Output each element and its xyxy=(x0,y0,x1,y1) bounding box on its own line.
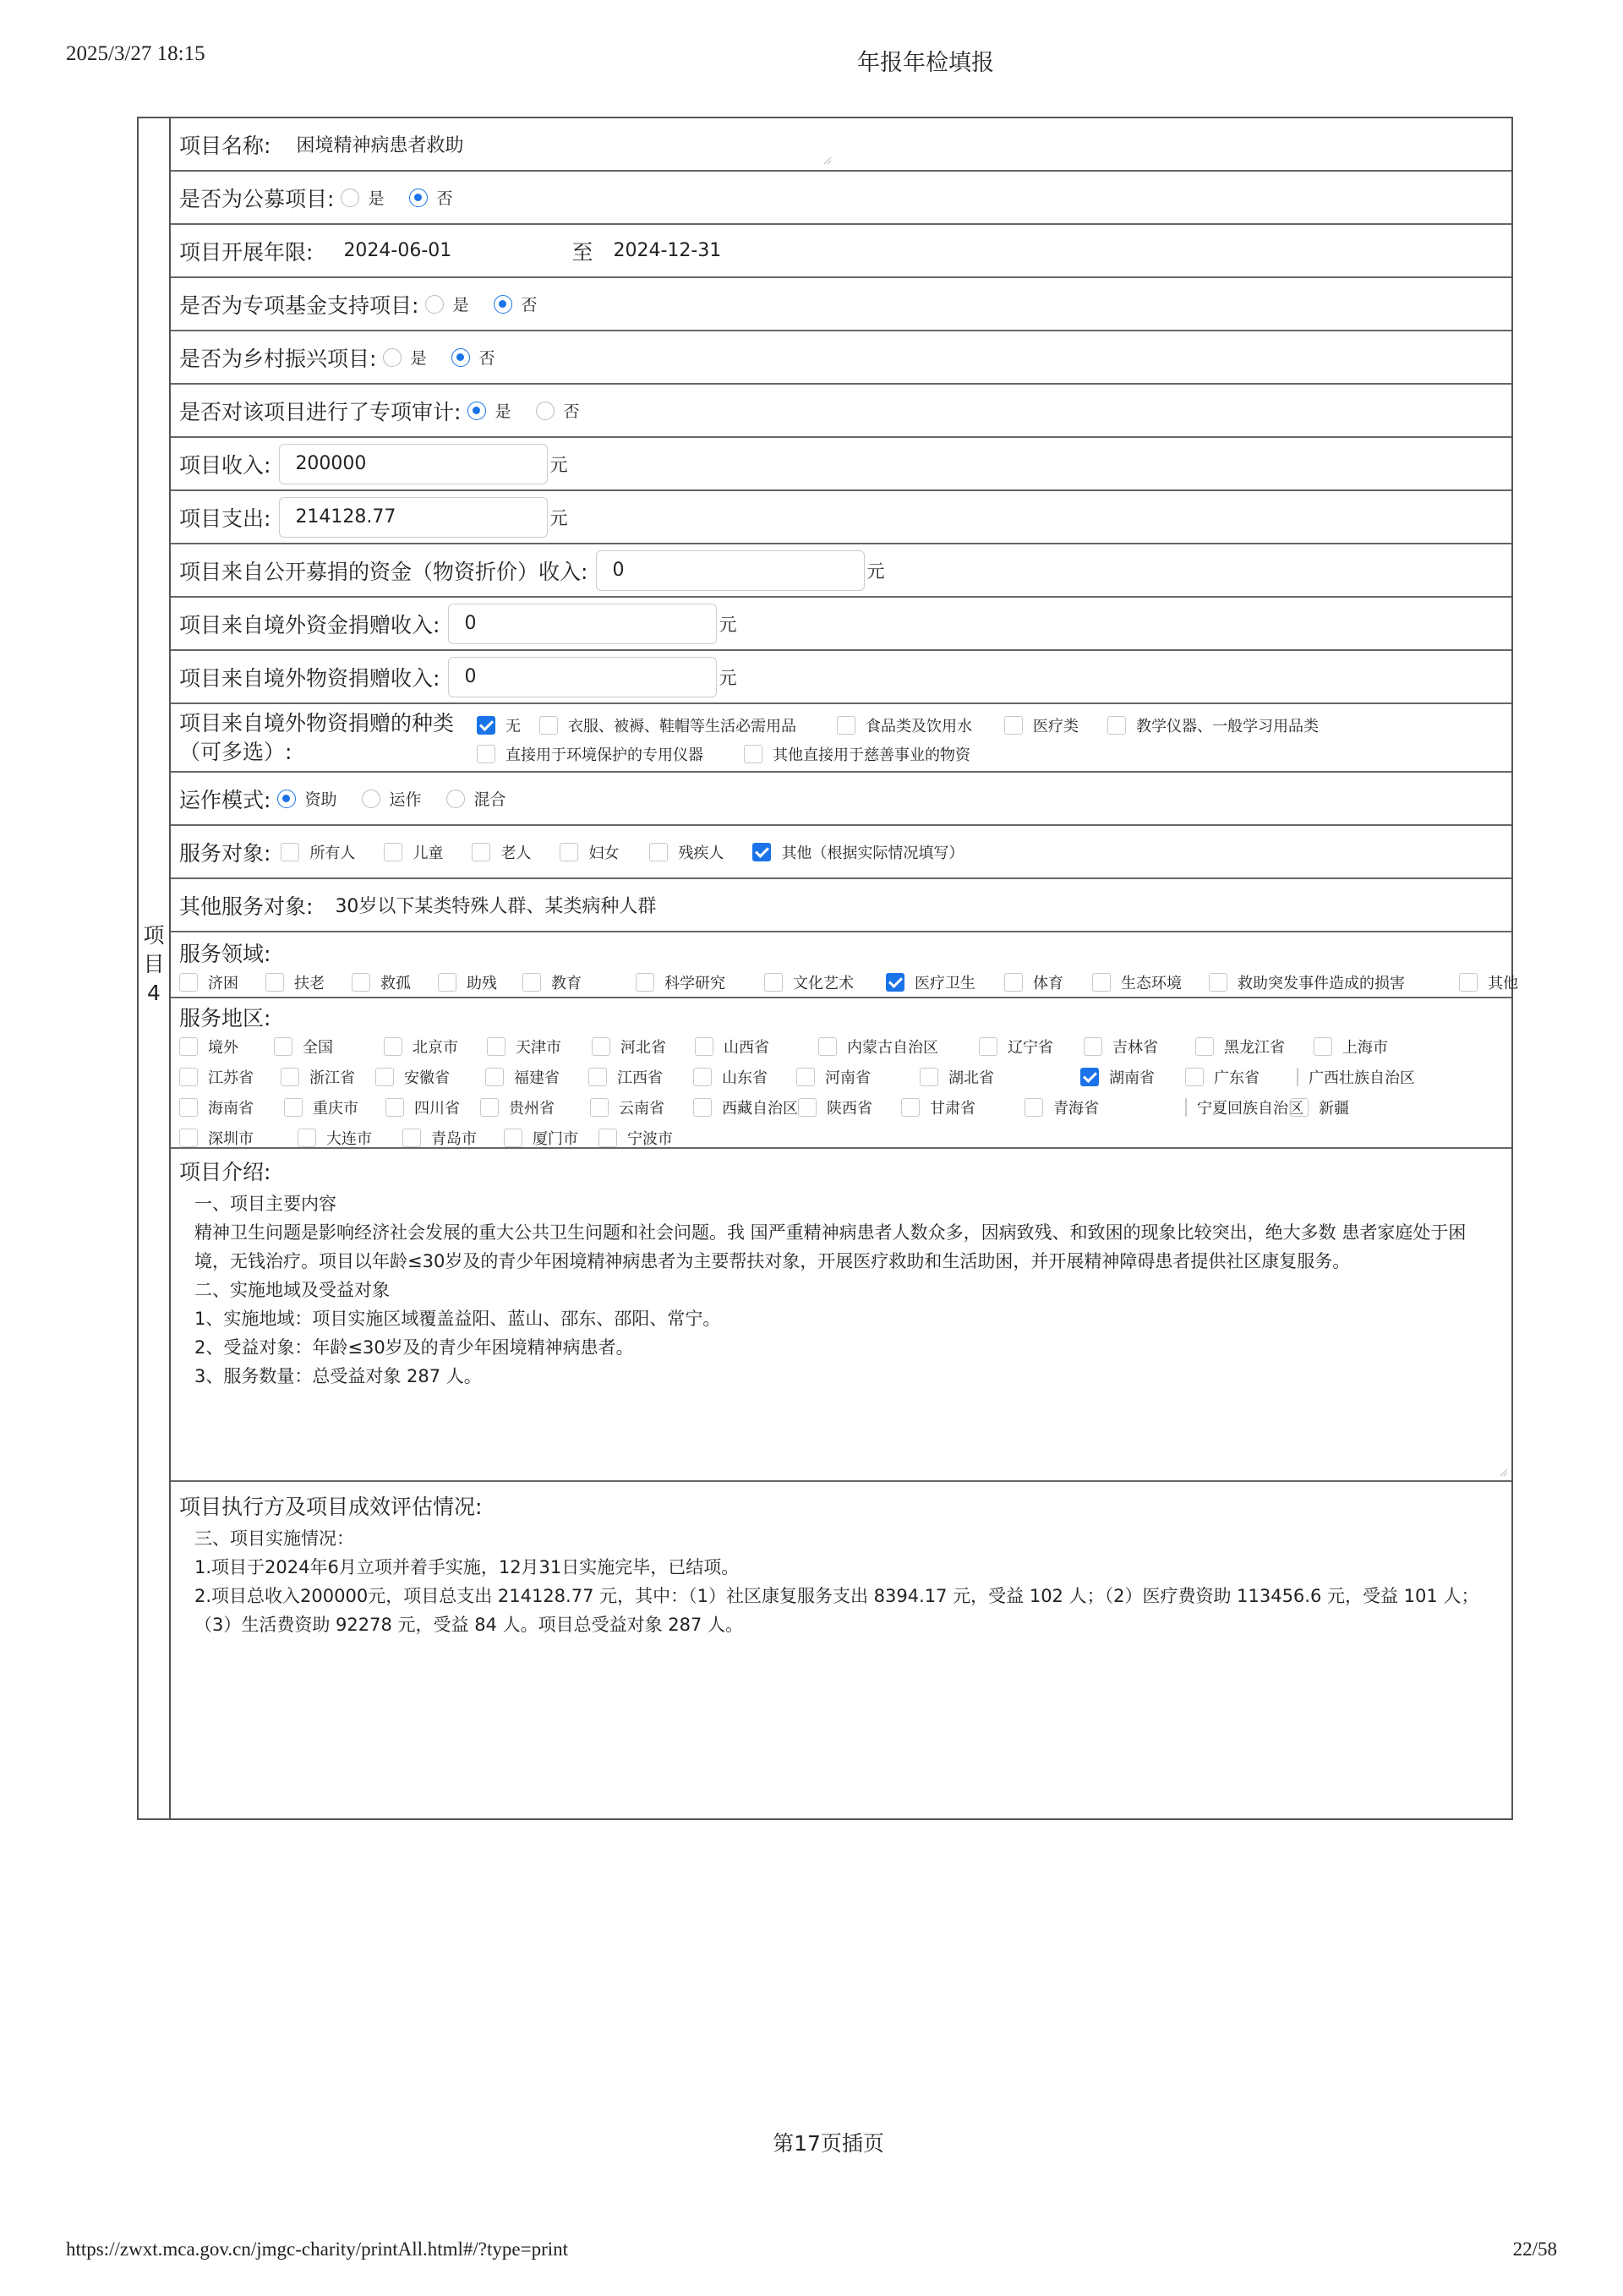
goods-type-environment-checkbox[interactable] xyxy=(477,745,495,763)
service-field-option[interactable] xyxy=(265,971,352,993)
service-field-label: 扶老 xyxy=(294,975,325,992)
goods-type-environment[interactable]: 直接用于环境保护的专用仪器 xyxy=(477,743,744,765)
intro-label: 项目介绍: xyxy=(179,1160,271,1184)
service-region-label: 广西壮族自治区 xyxy=(1309,1069,1415,1087)
service-region-checkbox[interactable] xyxy=(1297,1068,1298,1086)
service-region-checkbox[interactable] xyxy=(485,1068,504,1086)
service-region-checkbox[interactable] xyxy=(1195,1037,1214,1056)
service-region-label: 青岛市 xyxy=(431,1130,477,1148)
target-other[interactable]: 其他（根据实际情况填写） xyxy=(752,841,964,863)
special-fund-label: 是否为专项基金支持项目: xyxy=(179,292,419,318)
service-region-option[interactable] xyxy=(798,1096,901,1118)
service-region-checkbox[interactable] xyxy=(1185,1098,1187,1117)
service-field-option[interactable] xyxy=(1459,971,1527,993)
target-children[interactable]: 儿童 xyxy=(384,841,472,863)
service-region-option[interactable] xyxy=(298,1127,402,1149)
service-region-label: 黑龙江省 xyxy=(1224,1039,1285,1057)
expense-input[interactable]: 214128.77 xyxy=(279,497,548,538)
mode-operate-radio[interactable] xyxy=(362,790,380,808)
income-unit: 元 xyxy=(549,454,568,475)
service-region-label: 山东省 xyxy=(722,1069,768,1087)
service-region-label: 深圳市 xyxy=(208,1130,254,1148)
service-region-label: 贵州省 xyxy=(509,1100,555,1118)
service-region-checkbox[interactable] xyxy=(487,1037,505,1056)
service-region-option[interactable] xyxy=(402,1127,504,1149)
service-region-checkbox[interactable] xyxy=(590,1098,609,1117)
service-field-label: 助残 xyxy=(467,975,497,992)
evaluation-label: 项目执行方及项目成效评估情况: xyxy=(179,1495,483,1519)
service-region-label: 天津市 xyxy=(516,1039,561,1057)
service-region-checkbox[interactable] xyxy=(592,1037,610,1056)
other-target-value[interactable]: 30岁以下某类特殊人群、某类病种人群 xyxy=(335,896,657,917)
period-label: 项目开展年限: xyxy=(179,239,314,265)
service-region-label: 西藏自治区 xyxy=(722,1100,798,1118)
expense-unit: 元 xyxy=(549,507,568,528)
service-region-label: 山西省 xyxy=(724,1039,769,1057)
audit-yes-radio[interactable] xyxy=(467,402,486,420)
audit-no-label: 否 xyxy=(563,402,580,421)
project-name-label: 项目名称: xyxy=(179,133,271,158)
service-target-label: 服务对象: xyxy=(179,840,271,866)
service-region-label: 服务地区: xyxy=(179,1006,271,1030)
service-region-option[interactable] xyxy=(281,1066,375,1088)
intro-line: 一、项目主要内容 xyxy=(194,1194,336,1214)
service-region-option[interactable] xyxy=(590,1096,693,1118)
target-other-checkbox[interactable] xyxy=(752,843,771,861)
project-form-content xyxy=(171,118,1518,1817)
service-field-label: 生态环境 xyxy=(1121,975,1182,992)
service-region-checkbox[interactable] xyxy=(375,1068,394,1086)
service-region-label: 河南省 xyxy=(825,1069,871,1087)
service-region-label: 浙江省 xyxy=(309,1069,355,1087)
foreign-goods-label: 项目来自境外物资捐赠收入: xyxy=(179,665,440,691)
income-label: 项目收入: xyxy=(179,452,271,478)
row-goods-type xyxy=(171,704,1511,773)
service-region-checkbox[interactable] xyxy=(901,1098,920,1117)
foreign-goods-unit: 元 xyxy=(719,667,737,688)
service-field-checkbox[interactable] xyxy=(1092,973,1111,992)
target-disabled-checkbox[interactable] xyxy=(649,843,668,861)
goods-type-other-checkbox[interactable] xyxy=(744,745,762,763)
service-region-checkbox[interactable] xyxy=(274,1037,292,1056)
service-region-label: 宁夏回族自治区 xyxy=(1197,1100,1303,1118)
row-project-name xyxy=(171,118,1511,172)
service-region-checkbox[interactable] xyxy=(385,1098,404,1117)
goods-type-medical[interactable]: 医疗类 xyxy=(1004,714,1107,736)
resize-handle-icon[interactable] xyxy=(1500,1468,1508,1477)
service-region-checkbox[interactable] xyxy=(588,1068,607,1086)
rural-no-radio[interactable] xyxy=(451,348,470,367)
service-region-checkbox[interactable] xyxy=(384,1037,402,1056)
row-income xyxy=(171,438,1511,491)
service-field-label: 教育 xyxy=(551,975,582,992)
row-rural xyxy=(171,331,1511,385)
service-region-checkbox[interactable] xyxy=(504,1129,522,1147)
audit-yes-label: 是 xyxy=(495,402,511,421)
goods-type-medical-checkbox[interactable] xyxy=(1004,716,1023,735)
goods-type-food[interactable]: 食品类及饮用水 xyxy=(837,714,1004,736)
foreign-fund-unit: 元 xyxy=(719,614,737,635)
public-raise-input[interactable]: 0 xyxy=(596,550,865,591)
other-target-label: 其他服务对象: xyxy=(179,894,314,919)
print-title: 年报年检填报 xyxy=(857,50,994,75)
goods-type-food-checkbox[interactable] xyxy=(837,716,855,735)
special-fund-yes-label: 是 xyxy=(452,296,469,314)
row-foreign-fund xyxy=(171,598,1511,651)
public-project-label: 是否为公募项目: xyxy=(179,186,335,211)
intro-line: 3、服务数量：总受益对象 287 人。 xyxy=(194,1366,482,1386)
service-region-checkbox[interactable] xyxy=(480,1098,499,1117)
row-public-raise-income xyxy=(171,544,1511,598)
project-side-label: 项 目 4 xyxy=(143,923,165,1005)
row-audit xyxy=(171,385,1511,438)
row-service-field xyxy=(171,932,1518,998)
service-field-label: 体育 xyxy=(1033,975,1063,992)
project-form-frame xyxy=(137,117,1518,1820)
service-region-option[interactable] xyxy=(901,1096,1025,1118)
audit-label: 是否对该项目进行了专项审计: xyxy=(179,399,462,424)
service-region-checkbox[interactable] xyxy=(1025,1098,1043,1117)
row-intro xyxy=(171,1149,1511,1482)
period-to-label: 至 xyxy=(571,239,593,265)
service-field-checkbox[interactable] xyxy=(636,973,654,992)
service-region-checkbox[interactable] xyxy=(796,1068,815,1086)
service-field-label: 其他 xyxy=(1488,975,1518,992)
target-children-checkbox[interactable] xyxy=(384,843,402,861)
service-region-label: 四川省 xyxy=(414,1100,460,1118)
service-region-option[interactable] xyxy=(385,1096,480,1118)
service-region-label: 厦门市 xyxy=(533,1130,578,1148)
service-region-checkbox[interactable] xyxy=(695,1037,713,1056)
goods-type-label-2: （可多选）: xyxy=(179,740,292,764)
target-all-checkbox[interactable] xyxy=(281,843,299,861)
public-raise-label: 项目来自公开募捐的资金（物资折价）收入: xyxy=(179,559,588,584)
service-region-options xyxy=(179,1036,1498,1149)
service-region-label: 江苏省 xyxy=(208,1069,254,1087)
service-region-option[interactable] xyxy=(693,1096,798,1118)
service-region-option[interactable] xyxy=(592,1036,695,1058)
period-start-value[interactable]: 2024-06-01 xyxy=(343,240,452,261)
income-input[interactable]: 200000 xyxy=(279,444,548,484)
service-region-label: 吉林省 xyxy=(1112,1039,1158,1057)
service-field-label: 医疗卫生 xyxy=(915,975,975,992)
expense-label: 项目支出: xyxy=(179,506,271,531)
service-region-checkbox[interactable] xyxy=(798,1098,817,1117)
service-field-options xyxy=(179,971,1527,993)
service-region-checkbox[interactable] xyxy=(1080,1068,1099,1086)
public-no-radio[interactable] xyxy=(409,189,428,207)
service-region-label: 湖北省 xyxy=(948,1069,994,1087)
mode-mixed-radio[interactable] xyxy=(446,790,465,808)
service-field-label: 救助突发事件造成的损害 xyxy=(1238,975,1405,992)
service-field-option[interactable] xyxy=(438,971,522,993)
service-region-option[interactable] xyxy=(1314,1036,1418,1058)
evaluation-line: 2.项目总收入200000元，项目总支出 214128.77 元，其中：（1）社区康复服务支出 8394.17 元，受益 102 人；（2）医疗费资助 113456.6 元，受益 101 人；（3）生活费资助 92278 元，受益 84 人。项目总受益对象 287 人。 xyxy=(194,1586,1479,1635)
row-foreign-goods xyxy=(171,651,1511,704)
service-field-checkbox[interactable] xyxy=(179,973,198,992)
service-region-option[interactable] xyxy=(693,1066,796,1088)
target-all[interactable]: 所有人 xyxy=(281,841,384,863)
service-region-option[interactable] xyxy=(796,1066,920,1088)
public-yes-label: 是 xyxy=(368,189,385,208)
service-field-option[interactable] xyxy=(522,971,636,993)
service-region-label: 重庆市 xyxy=(313,1100,358,1118)
service-region-option[interactable] xyxy=(818,1036,979,1058)
goods-type-clothing-checkbox[interactable] xyxy=(539,716,558,735)
service-field-checkbox[interactable] xyxy=(352,973,370,992)
public-raise-unit: 元 xyxy=(866,560,885,582)
service-field-label: 济困 xyxy=(208,975,238,992)
mode-mixed-label: 混合 xyxy=(473,790,506,809)
foreign-fund-input[interactable]: 0 xyxy=(448,604,717,644)
project-name-value[interactable]: 困境精神病患者救助 xyxy=(296,135,464,156)
service-region-option[interactable] xyxy=(1195,1036,1314,1058)
service-field-checkbox[interactable] xyxy=(438,973,456,992)
mode-operate-label: 运作 xyxy=(389,790,422,809)
rural-no-label: 否 xyxy=(478,349,495,368)
service-region-checkbox[interactable] xyxy=(818,1037,837,1056)
row-service-region xyxy=(171,998,1511,1149)
special-fund-no-label: 否 xyxy=(521,296,538,314)
service-field-option[interactable] xyxy=(636,971,764,993)
service-region-option[interactable] xyxy=(179,1127,298,1149)
audit-no-radio[interactable] xyxy=(536,402,555,420)
service-field-checkbox[interactable] xyxy=(1004,973,1023,992)
rural-yes-label: 是 xyxy=(410,349,427,368)
service-region-option[interactable] xyxy=(179,1066,281,1088)
evaluation-text[interactable] xyxy=(171,1524,1511,1639)
service-region-checkbox[interactable] xyxy=(693,1098,712,1117)
service-field-option[interactable] xyxy=(1209,971,1459,993)
service-region-label: 安徽省 xyxy=(404,1069,450,1087)
service-field-checkbox[interactable] xyxy=(1209,973,1227,992)
target-disabled[interactable]: 残疾人 xyxy=(649,841,752,863)
service-region-option[interactable] xyxy=(598,1127,708,1149)
service-field-checkbox[interactable] xyxy=(522,973,541,992)
goods-type-other[interactable]: 其他直接用于慈善事业的物资 xyxy=(744,743,970,765)
service-region-label: 上海市 xyxy=(1342,1039,1388,1057)
row-period xyxy=(171,225,1511,278)
service-field-option[interactable] xyxy=(352,971,438,993)
service-region-label: 甘肃省 xyxy=(930,1100,975,1118)
public-yes-radio[interactable] xyxy=(341,189,359,207)
goods-type-clothing[interactable]: 衣服、被褥、鞋帽等生活必需用品 xyxy=(539,714,837,736)
service-region-checkbox[interactable] xyxy=(179,1037,198,1056)
service-region-checkbox[interactable] xyxy=(1314,1037,1332,1056)
service-region-option[interactable] xyxy=(504,1127,598,1149)
service-region-checkbox[interactable] xyxy=(920,1068,938,1086)
service-field-checkbox[interactable] xyxy=(265,973,284,992)
service-region-label: 广东省 xyxy=(1214,1069,1260,1087)
service-region-option[interactable] xyxy=(480,1096,590,1118)
public-no-label: 否 xyxy=(436,189,453,208)
service-field-checkbox[interactable] xyxy=(886,973,904,992)
intro-line: 2、受益对象：年龄≤30岁及的青少年困境精神病患者。 xyxy=(194,1337,634,1358)
service-region-option[interactable] xyxy=(1185,1066,1297,1088)
service-region-checkbox[interactable] xyxy=(979,1037,997,1056)
service-region-label: 境外 xyxy=(208,1039,238,1057)
service-region-option[interactable] xyxy=(588,1066,693,1088)
period-end-value[interactable]: 2024-12-31 xyxy=(613,240,722,261)
service-region-option[interactable] xyxy=(1185,1096,1303,1118)
service-field-label: 救孤 xyxy=(380,975,411,992)
service-region-label: 大连市 xyxy=(326,1130,372,1148)
target-women[interactable]: 妇女 xyxy=(560,841,649,863)
target-women-checkbox[interactable] xyxy=(560,843,578,861)
service-field-checkbox[interactable] xyxy=(764,973,783,992)
service-region-label: 云南省 xyxy=(619,1100,664,1118)
row-public-raise xyxy=(171,172,1511,225)
service-region-checkbox[interactable] xyxy=(179,1129,198,1147)
service-region-checkbox[interactable] xyxy=(179,1098,198,1117)
service-region-option[interactable] xyxy=(1025,1096,1185,1118)
service-region-label: 江西省 xyxy=(617,1069,663,1087)
row-other-target xyxy=(171,879,1511,932)
service-region-option[interactable] xyxy=(1290,1096,1402,1118)
print-url: https://zwxt.mca.gov.cn/jmgc-charity/printAll.html#/?type=print xyxy=(66,2239,569,2260)
row-expense xyxy=(171,491,1511,544)
service-field-option[interactable] xyxy=(764,971,886,993)
service-field-option[interactable] xyxy=(1092,971,1209,993)
service-region-label: 全国 xyxy=(303,1039,333,1057)
service-region-option[interactable] xyxy=(920,1066,1080,1088)
service-region-option[interactable] xyxy=(487,1036,592,1058)
target-elderly[interactable]: 老人 xyxy=(472,841,560,863)
service-region-option[interactable] xyxy=(384,1036,487,1058)
intro-text[interactable] xyxy=(171,1189,1511,1391)
special-fund-no-radio[interactable] xyxy=(494,295,512,314)
service-region-option[interactable] xyxy=(1080,1066,1185,1088)
project-side-column xyxy=(139,118,171,1818)
service-region-label: 青海省 xyxy=(1053,1100,1099,1118)
service-region-option[interactable] xyxy=(1297,1066,1415,1088)
service-region-option[interactable] xyxy=(1084,1036,1195,1058)
service-region-checkbox[interactable] xyxy=(1084,1037,1102,1056)
service-region-label: 新疆 xyxy=(1319,1100,1349,1118)
rural-label: 是否为乡村振兴项目: xyxy=(179,346,377,371)
service-region-option[interactable] xyxy=(179,1036,274,1058)
row-special-fund xyxy=(171,278,1511,331)
service-region-label: 辽宁省 xyxy=(1008,1039,1053,1057)
evaluation-line: 1.项目于2024年6月立项并着手实施，12月31日实施完毕，已结项。 xyxy=(194,1557,740,1577)
service-region-checkbox[interactable] xyxy=(179,1068,198,1086)
service-region-label: 河北省 xyxy=(620,1039,666,1057)
service-region-checkbox[interactable] xyxy=(1290,1098,1309,1117)
row-evaluation xyxy=(171,1482,1511,1817)
service-region-option[interactable] xyxy=(979,1036,1084,1058)
service-region-option[interactable] xyxy=(485,1066,588,1088)
goods-type-none-checkbox[interactable] xyxy=(477,716,495,735)
target-elderly-checkbox[interactable] xyxy=(472,843,490,861)
service-region-label: 湖南省 xyxy=(1109,1069,1155,1087)
service-region-checkbox[interactable] xyxy=(402,1129,421,1147)
service-field-option[interactable] xyxy=(886,971,1004,993)
service-region-option[interactable] xyxy=(179,1096,284,1118)
service-region-option[interactable] xyxy=(695,1036,818,1058)
service-region-checkbox[interactable] xyxy=(1185,1068,1204,1086)
service-region-checkbox[interactable] xyxy=(598,1129,617,1147)
service-region-label: 福建省 xyxy=(514,1069,560,1087)
print-datetime: 2025/3/27 18:15 xyxy=(66,42,205,65)
goods-type-teaching[interactable]: 教学仪器、一般学习用品类 xyxy=(1107,714,1319,736)
resize-handle-icon[interactable] xyxy=(823,156,832,165)
service-field-label: 科学研究 xyxy=(664,975,725,992)
mode-fund-label: 资助 xyxy=(304,790,337,809)
goods-type-label: 项目来自境外物资捐赠的种类 xyxy=(179,711,455,735)
service-field-option[interactable] xyxy=(1004,971,1092,993)
service-field-label: 服务领域: xyxy=(179,942,271,966)
service-region-checkbox[interactable] xyxy=(284,1098,303,1117)
intro-line: 1、实施地域：项目实施区域覆盖益阳、蓝山、邵东、邵阳、常宁。 xyxy=(194,1309,721,1329)
rural-yes-radio[interactable] xyxy=(383,348,402,367)
service-region-checkbox[interactable] xyxy=(281,1068,299,1086)
service-region-checkbox[interactable] xyxy=(693,1068,712,1086)
service-region-option[interactable] xyxy=(274,1036,384,1058)
intro-line: 精神卫生问题是影响经济社会发展的重大公共卫生问题和社会问题。我 国严重精神病患者人数众多，因病致残、和致困的现象比较突出，绝大多数 患者家庭处于困境，无钱治疗。项目以年龄≤30岁及的青少年困境精神病患者为主要帮扶对象，开展医疗救助和生活助困，并开展精神障碍患者提供社区康复服务。 xyxy=(194,1222,1467,1271)
service-region-checkbox[interactable] xyxy=(298,1129,316,1147)
print-page-number: 22/58 xyxy=(1512,2239,1557,2260)
insert-page-label: 第17页插页 xyxy=(773,2131,884,2156)
goods-type-none[interactable]: 无 xyxy=(477,714,539,736)
mode-fund-radio[interactable] xyxy=(277,790,296,808)
service-region-label: 宁波市 xyxy=(627,1130,673,1148)
service-field-option[interactable] xyxy=(179,971,265,993)
service-region-label: 内蒙古自治区 xyxy=(847,1039,938,1057)
service-region-option[interactable] xyxy=(375,1066,485,1088)
special-fund-yes-radio[interactable] xyxy=(425,295,444,314)
service-region-label: 北京市 xyxy=(413,1039,458,1057)
service-region-label: 陕西省 xyxy=(827,1100,872,1118)
row-mode xyxy=(171,773,1511,826)
foreign-goods-input[interactable]: 0 xyxy=(448,657,717,697)
foreign-fund-label: 项目来自境外资金捐赠收入: xyxy=(179,612,440,637)
row-service-target xyxy=(171,826,1511,879)
goods-type-teaching-checkbox[interactable] xyxy=(1107,716,1126,735)
service-field-label: 文化艺术 xyxy=(793,975,854,992)
service-field-checkbox[interactable] xyxy=(1459,973,1478,992)
evaluation-line: 三、项目实施情况： xyxy=(194,1528,354,1549)
service-region-option[interactable] xyxy=(284,1096,385,1118)
service-region-label: 海南省 xyxy=(208,1100,254,1118)
intro-line: 二、实施地域及受益对象 xyxy=(194,1280,390,1300)
mode-label: 运作模式: xyxy=(179,787,271,812)
